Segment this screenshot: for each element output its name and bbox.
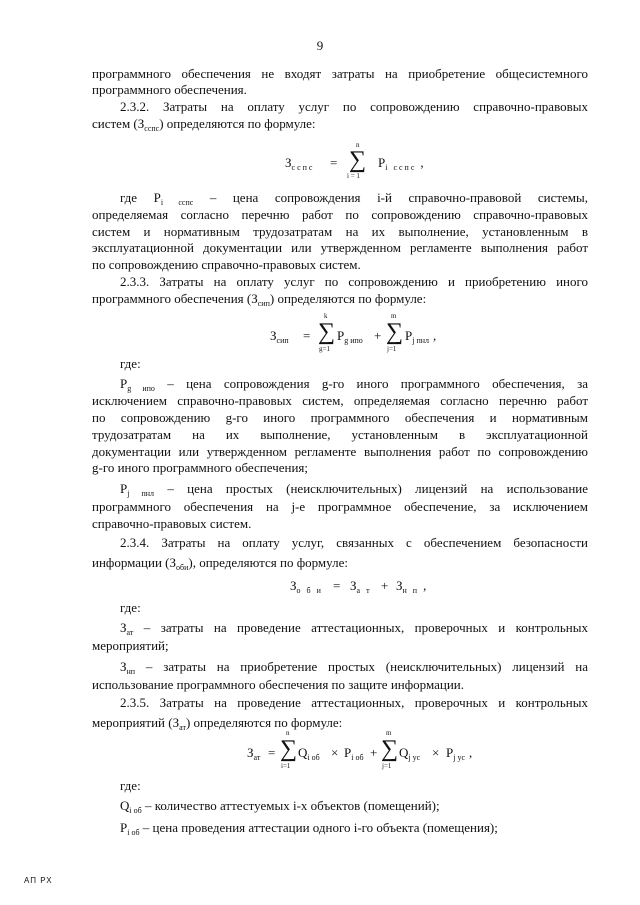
- text-line: где $P_{i сспс}$ – цена сопровождения i-й справочно-правовой системы,: [120, 190, 588, 207]
- text-line: мероприятий;: [92, 638, 169, 653]
- text-line: программного обеспечения $(З_{сип})$ определяются по формуле:: [92, 291, 427, 308]
- text-line: информации $(З_{оби})$, определяются по формуле:: [92, 555, 348, 572]
- text-line: $P_{j пнл}$ – цена простых (неисключительных) лицензий на использование: [120, 481, 589, 498]
- text-line: $З_{нп}$ – затраты на приобретение простых (неисключительных) лицензий на: [120, 659, 588, 676]
- text-line: трудозатратам на их выполнение, установленным в эксплуатационной: [92, 427, 588, 442]
- text-line: где:: [120, 356, 141, 371]
- text-line: документации или утвержденном регламенте выполнения работ по сопровождению: [92, 444, 588, 459]
- section-2-3-2-heading: 2.3.2. Затраты на оплату услуг по сопровождению справочно-правовых: [120, 99, 588, 114]
- text-line: программного обеспечения на j-е программное обеспечение, за исключением: [92, 499, 588, 514]
- text-line: систем и нормативным трудозатратам на их выполнение, установленным в: [92, 224, 588, 239]
- text-line: эксплуатационной документации или утвержденном регламенте выполнения работ: [92, 240, 588, 255]
- text-line: по сопровождению справочно-правовых систем.: [92, 257, 361, 272]
- text-line: по сопровождению g-го иного программного обеспечения и нормативным: [92, 410, 588, 425]
- text-line: справочно-правовых систем.: [92, 516, 252, 531]
- text-line: программного обеспечения не входят затраты на приобретение общесистемного: [92, 66, 588, 81]
- text-line: программного обеспечения.: [92, 82, 247, 97]
- text-line: $Q_{i об}$ – количество аттестуемых i-х объектов (помещений);: [120, 798, 440, 815]
- text-line: где:: [120, 778, 141, 793]
- section-2-3-5-heading: 2.3.5. Затраты на проведение аттестационных, проверочных и контрольных: [120, 695, 588, 710]
- document-page: 9 программного обеспечения не входят затраты на приобретение общесистемного программного обеспечения. 2.3.2. Затраты на оплату услуг по сопровождению справочно-правовых систем $(З_{сспс})$ определяются по формуле: $З_{сспс}$ = n ∑ i = 1 $P_{i сспс}$ , где $P_{i сспс}$ – цена сопровождения i-й справочно-правовой системы, определяемая согласно перечню работ по сопровождению справочно-правовых систем и нормативным трудозатратам на их выполнение, установленным в эксплуатационной документации или утвержденном регламенте выполнения работ по сопровождению справочно-правовых систем. 2.3.3. Затраты на оплату услуг по сопровождению и приобретению иного программного обеспечения $(З_{сип})$ определяются по формуле: $З_{сип}$ = k ∑ g=1 $P_{g ипо}$ + m ∑ j=1 $P_{j пнл}$ , где: $P_{g ипо}$ – цена сопровождения g-го иного программного обеспечения, за исключением справочно-правовых систем, определяемая согласно перечню работ по сопровождению g-го иного программного обеспечения и нормативным трудозатратам на их выполнение, установленным в эксплуатационной документации или утвержденном регламенте выполнения работ по сопровождению g-го иного программного обеспечения; $P_{j пнл}$ – цена простых (неисключительных) лицензий на использование программного обеспечения на j-е программное обеспечение, за исключением справочно-правовых систем. 2.3.4. Затраты на оплату услуг, связанных с обеспечением безопасности информации $(З_{оби})$, определяются по формуле: $З_{о б и}$ = $З_{а т}$ + $З_{н п}$ , где: $З_{ат}$ – затраты на проведение аттестационных, проверочных и контрольных мероприятий; $З_{нп}$ – затраты на приобретение простых (неисключительных) лицензий на использование программного обеспечения по защите информации. 2.3.5. Затраты на проведение аттестационных, проверочных и контрольных мероприятий $(З_{ат})$ определяются по формуле: $З_{ат}$ = n ∑ i=1 $Q_{i об}$ × $P_{i об}$ + m ∑ j=1 $Q_{j ус}$ × $P_{j ус}$ , где: $Q_{i об}$ – количество аттестуемых i-х объектов (помещений); $P_{i об}$ – цена проведения аттестации одного i-го объекта (помещения); АП РХ: [0, 0, 640, 905]
- text-line: систем $(З_{сспс})$ определяются по формуле:: [92, 116, 316, 133]
- text-line: определяемая согласно перечню работ по сопровождению справочно-правовых: [92, 207, 588, 222]
- footer-mark: АП РХ: [24, 876, 53, 885]
- text-line: где:: [120, 600, 141, 615]
- section-2-3-3-heading: 2.3.3. Затраты на оплату услуг по сопровождению и приобретению иного: [120, 274, 588, 289]
- text-line: мероприятий $(З_{ат})$ определяются по формуле:: [92, 715, 343, 732]
- text-line: g-го иного программного обеспечения;: [92, 460, 309, 475]
- text-line: использование программного обеспечения по защите информации.: [92, 677, 464, 692]
- text-line: $P_{i об}$ – цена проведения аттестации одного i-го объекта (помещения);: [120, 820, 498, 837]
- text-line: $З_{ат}$ – затраты на проведение аттестационных, проверочных и контрольных: [120, 620, 589, 637]
- text-line: исключением справочно-правовых систем, определяемая согласно перечню работ: [92, 393, 588, 408]
- page-number: 9: [316, 38, 324, 53]
- section-2-3-4-heading: 2.3.4. Затраты на оплату услуг, связанных с обеспечением безопасности: [120, 535, 588, 550]
- text-line: $P_{g ипо}$ – цена сопровождения g-го иного программного обеспечения, за: [120, 376, 589, 393]
